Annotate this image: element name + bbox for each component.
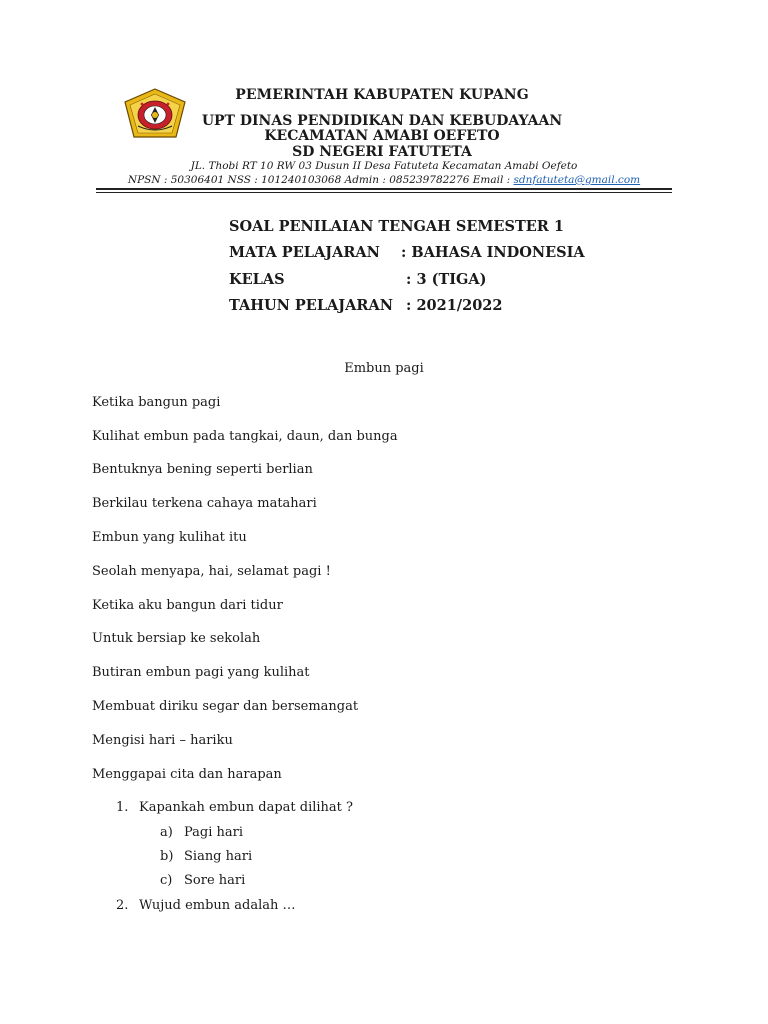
exam-year-row bbox=[229, 297, 502, 314]
exam-row-label: TAHUN PELAJARAN bbox=[229, 297, 393, 314]
poem-line: Bentuknya bening seperti berlian bbox=[92, 462, 313, 477]
exam-row-label: MATA PELAJARAN bbox=[229, 244, 380, 261]
email-link[interactable]: sdnfatuteta@gmail.com bbox=[513, 174, 641, 186]
letterhead-rule-thick bbox=[96, 188, 672, 190]
contact-info: NPSN : 50306401 NSS : 101240103068 Admin : 085239782276 Email : bbox=[127, 174, 514, 186]
exam-class-row bbox=[229, 271, 487, 288]
option-text: Siang hari bbox=[184, 849, 253, 864]
exam-row-value: : 2021/2022 bbox=[401, 297, 503, 314]
question-number: 2. bbox=[116, 898, 129, 913]
poem-line: Untuk bersiap ke sekolah bbox=[92, 631, 261, 646]
poem-line: Mengisi hari – hariku bbox=[92, 733, 233, 748]
option-letter: c) bbox=[160, 873, 173, 888]
letterhead-government: PEMERINTAH KABUPATEN KUPANG bbox=[235, 87, 529, 103]
question-number: 1. bbox=[116, 800, 129, 815]
question-text: Wujud embun adalah … bbox=[139, 898, 296, 913]
poem-title: Embun pagi bbox=[344, 361, 424, 376]
exam-title: SOAL PENILAIAN TENGAH SEMESTER 1 bbox=[229, 218, 564, 235]
exam-row-value: : 3 (TIGA) bbox=[401, 271, 487, 288]
letterhead-school: SD NEGERI FATUTETA bbox=[292, 144, 472, 160]
poem-line: Seolah menyapa, hai, selamat pagi ! bbox=[92, 564, 331, 579]
poem-line: Kulihat embun pada tangkai, daun, dan bunga bbox=[92, 429, 398, 444]
letterhead-contact bbox=[96, 174, 672, 186]
letterhead-address: JL. Thobi RT 10 RW 03 Dusun II Desa Fatuteta Kecamatan Amabi Oefeto bbox=[190, 160, 578, 172]
question-text: Kapankah embun dapat dilihat ? bbox=[139, 800, 354, 815]
poem-line: Butiran embun pagi yang kulihat bbox=[92, 665, 310, 680]
option-letter: b) bbox=[160, 849, 174, 864]
letterhead-district: KECAMATAN AMABI OEFETO bbox=[264, 128, 500, 144]
exam-row-label: KELAS bbox=[229, 271, 285, 288]
letterhead-rule-thin bbox=[96, 192, 672, 193]
regency-emblem-icon bbox=[124, 88, 186, 138]
poem-line: Ketika aku bangun dari tidur bbox=[92, 598, 283, 613]
exam-subject-row bbox=[229, 244, 585, 261]
poem-line: Menggapai cita dan harapan bbox=[92, 767, 282, 782]
letterhead-office: UPT DINAS PENDIDIKAN DAN KEBUDAYAAN bbox=[201, 113, 563, 129]
option-letter: a) bbox=[160, 825, 173, 840]
option-text: Sore hari bbox=[184, 873, 246, 888]
poem-line: Membuat diriku segar dan bersemangat bbox=[92, 699, 359, 714]
poem-line: Embun yang kulihat itu bbox=[92, 530, 247, 545]
poem-line: Ketika bangun pagi bbox=[92, 395, 221, 410]
exam-row-value: : BAHASA INDONESIA bbox=[401, 244, 585, 261]
poem-line: Berkilau terkena cahaya matahari bbox=[92, 496, 317, 511]
option-text: Pagi hari bbox=[184, 825, 244, 840]
